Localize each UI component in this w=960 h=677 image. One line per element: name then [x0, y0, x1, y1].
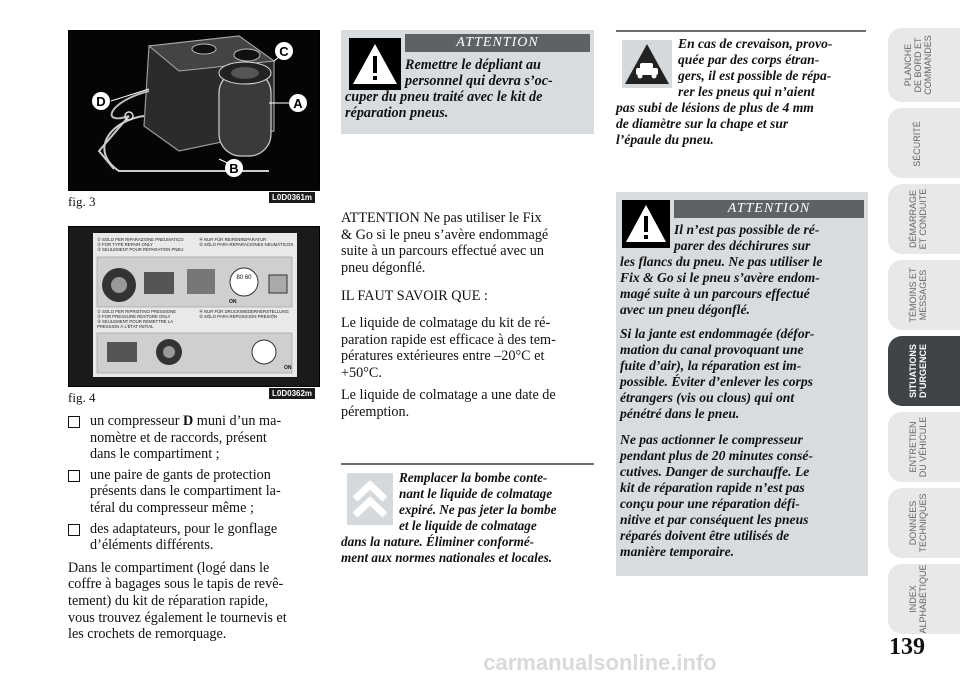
puncture-note: [616, 36, 866, 156]
compartment-paragraph: Dans le compartiment (logé dans le coffre à bagages sous le tapis de revê- tement) du kit de réparation rapide, vous trouvez également le tournevis et les crochets de remorquage.: [68, 559, 287, 643]
tab-donnees-techniques[interactable]: DONNÉES TECHNIQUES: [888, 488, 960, 558]
attention-box-1: [341, 30, 594, 134]
temperature-paragraph: Le liquide de colmatage du kit de ré- paration rapide est efficace à des tem- pératures extérieures entre –20°C et +50°C.: [341, 314, 556, 381]
list-item: une paire de gants de protection présents dans le compartiment la- téral du compresseur même ;: [68, 467, 322, 517]
expiry-paragraph: Le liquide de colmatage a une date de péremption.: [341, 387, 556, 420]
page-number: 139: [889, 634, 925, 660]
callout-b-label: B: [229, 161, 239, 176]
attention-box-2: [616, 192, 868, 576]
section-heading: IL FAUT SAVOIR QUE :: [341, 288, 488, 305]
figure-3-label: fig. 3: [68, 194, 96, 209]
attention-banner-2: ATTENTION: [674, 200, 864, 218]
env-note-text-b: dans la nature. Éliminer conformé- ment aux normes nationales et locales.: [341, 534, 553, 565]
callout-d-label: D: [96, 94, 106, 109]
checkbox-icon: [68, 470, 80, 482]
figure-4-image: [68, 226, 320, 387]
on-label-1: ON: [229, 299, 237, 305]
attention-2-text-a: Il n’est pas possible de ré- parer des déchirures sur: [674, 222, 820, 253]
checkbox-icon: [68, 524, 80, 536]
figure-4-code: L0D0362m: [269, 388, 315, 399]
figure-4-label: fig. 4: [68, 390, 96, 405]
tab-entretien[interactable]: ENTRETIEN DU VÉHICULE: [888, 412, 960, 482]
kit-contents-list: [68, 413, 322, 554]
env-note-rule: [341, 463, 594, 465]
environment-note: [341, 470, 594, 570]
attention-2-text-d: Ne pas actionner le compresseur pendant plus de 20 minutes consé- cutives. Danger de surchauffe. Le kit de réparation rapide n’est pas conçu pour une réparation défi- nitive et par conséquent les pneus réparés doivent être utilisés de manière temporaire.: [620, 432, 813, 559]
on-label-2: ON: [284, 365, 292, 371]
watermark: carmanualsonline.info: [483, 650, 717, 675]
attention-2-text-b: les flancs du pneu. Ne pas utiliser le Fix & Go si le pneu s’avère endom- magé suite à un parcours effectué avec un pneu dégonflé.: [620, 254, 823, 317]
environment-chevron-icon: [347, 473, 393, 525]
attention-1-text-a: Remettre le dépliant au personnel qui devra s’oc-: [405, 57, 553, 89]
callout-c-label: C: [279, 44, 289, 59]
left-column: [68, 413, 322, 643]
puncture-note-text-b: pas subi de lésions de plus de 4 mm de diamètre sur la chape et sur l’épaule du pneu.: [616, 100, 814, 147]
gauge-text: 80 60: [236, 275, 252, 281]
callout-a-label: A: [293, 96, 303, 111]
attention-banner-1: ATTENTION: [405, 34, 590, 52]
figure-3-image: [68, 30, 320, 191]
tab-demarrage[interactable]: DÉMARRAGE ET CONDUITE: [888, 184, 960, 254]
svg-text:① SOLO PER RIPARAZIONE PNEUMAT: ① SOLO PER RIPARAZIONE PNEUMATICO ② FOR TYPE REPAIR ONLY ③ SEULEMENT POUR RÉPARATION PNEU ④ NUR FÜR REIFENREPARATUR ⑤ SÓLO PARA REPARACIONES NEUMÁTICOS ① SOLO PER RIPRISTINO PRESSIONE ② FOR PRESSURE RESTORE ONLY ③ SEULEMENT POUR REMETTRE LA PRESSION À L'ÉTAT INITIAL ④ NUR FÜR DRUCKWIEDERHERSTELLUNG ⑤ SÓLO PARA REPOSICIÓN PRESIÓN: [97, 237, 294, 329]
tab-index-alphabetique[interactable]: INDEX ALPHABÉTIQUE: [888, 564, 960, 634]
car-warning-icon: [622, 40, 672, 88]
tab-situations-urgence[interactable]: SITUATIONS D’URGENCE: [888, 336, 960, 406]
compressor-illustration: [69, 31, 319, 190]
list-item: des adaptateurs, pour le gonflage d’éléments différents.: [68, 521, 322, 554]
attention-2-text-c: Si la jante est endommagée (défor- mation du canal provoquant une fuite d’air), la réparation est im- possible. Éviter d’enlever les corps étrangers (vis ou clous) qui ont pénétré dans le pneu.: [620, 326, 815, 421]
warning-triangle-icon-2: [622, 200, 670, 248]
attention-1-text-b: cuper du pneu traité avec le kit de réparation pneus.: [345, 89, 543, 121]
warning-triangle-icon: [349, 38, 401, 90]
list-item: un compresseur D muni d’un ma- nomètre et de raccords, présent dans le compartiment ;: [68, 413, 322, 463]
env-note-text-a: Remplacer la bombe conte- nant le liquide de colmatage expiré. Ne pas jeter la bombe et le liquide de colmatage: [399, 470, 557, 533]
tab-temoins[interactable]: TÉMOINS ET MESSAGES: [888, 260, 960, 330]
figure-3-code: L0D0361m: [269, 192, 315, 203]
tab-planche-de-bord[interactable]: PLANCHE DE BORD ET COMMANDES: [888, 28, 960, 102]
checkbox-icon: [68, 416, 80, 428]
tab-securite[interactable]: SÉCURITÉ: [888, 108, 960, 178]
middle-main-text: [341, 210, 594, 421]
puncture-note-text-a: En cas de crevaison, provo- quée par des corps étran- gers, il est possible de répa- rer les pneus qui n’aient: [678, 36, 833, 99]
fix-and-go-warning: ATTENTION Ne pas utiliser le Fix & Go si le pneu s’avère endommagé suite à un parcours effectué avec un pneu dégonflé.: [341, 210, 549, 276]
puncture-note-rule: [616, 30, 866, 32]
